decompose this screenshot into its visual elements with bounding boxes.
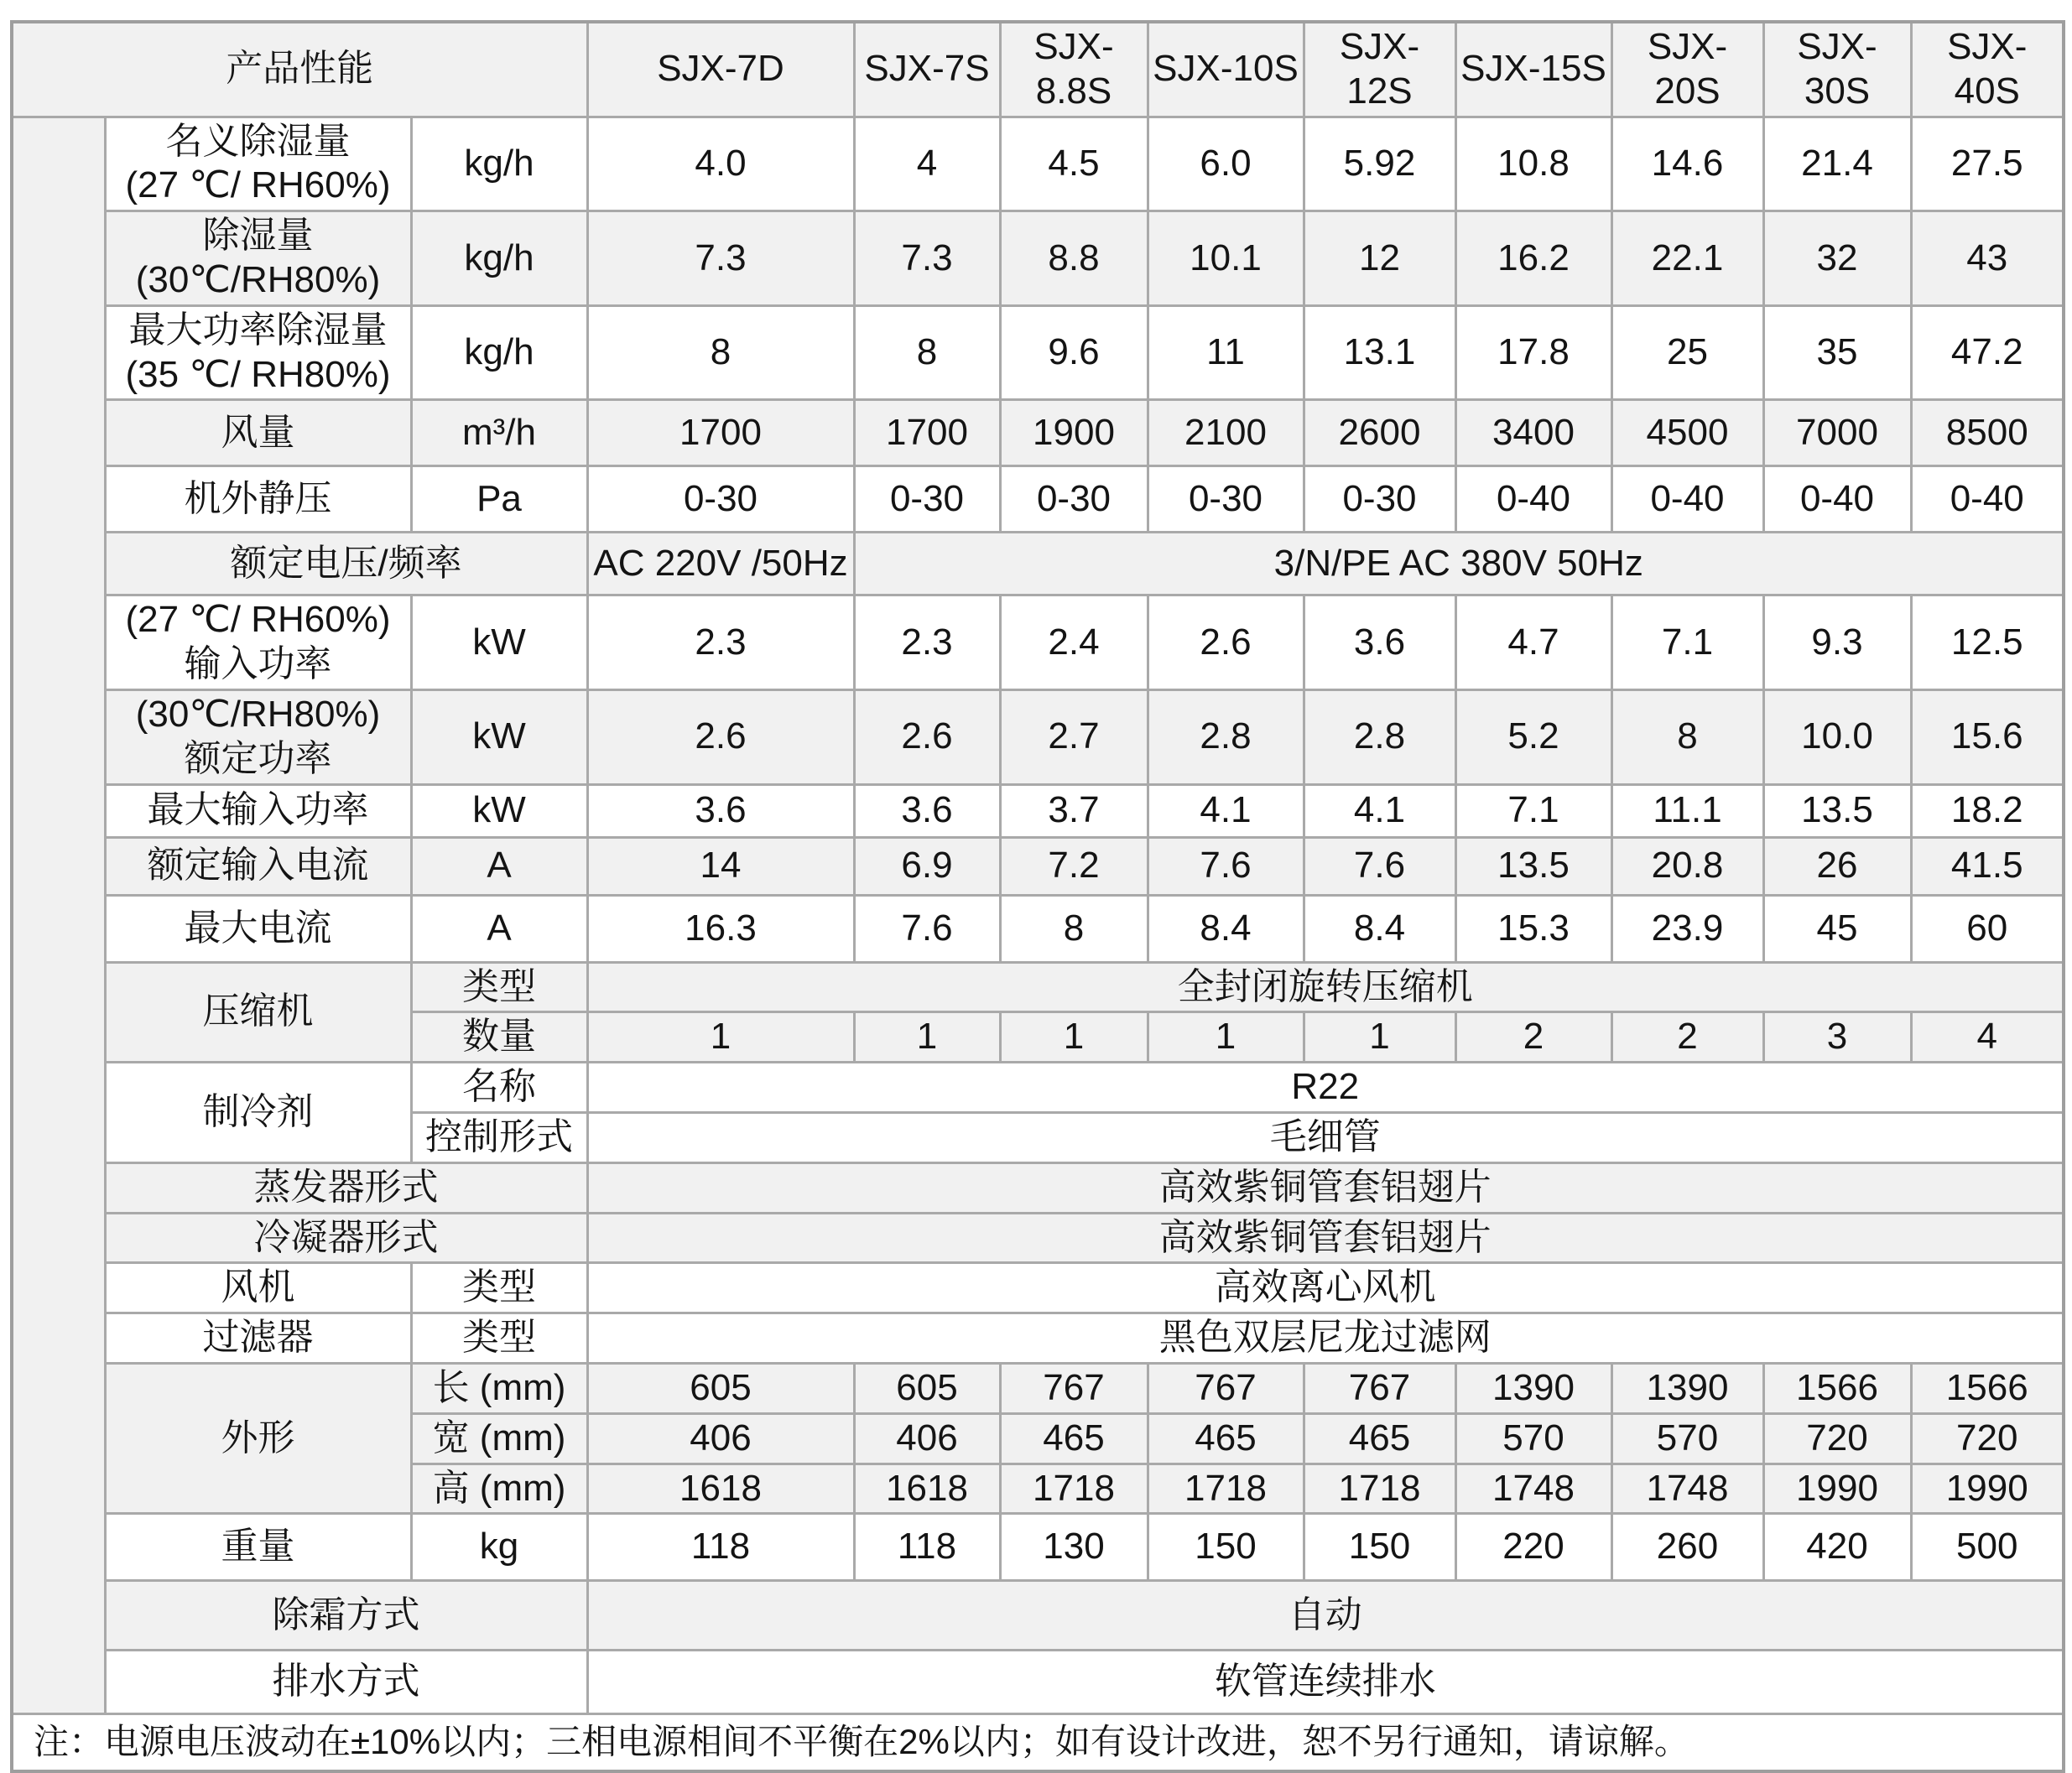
sublabel-dim-length: 长 (mm) xyxy=(411,1363,587,1413)
sublabel-refrigerant-control: 控制形式 xyxy=(411,1112,587,1162)
value-cell: 12.5 xyxy=(1911,595,2064,690)
value-cell: 720 xyxy=(1763,1413,1911,1464)
row-capacity-30c xyxy=(12,211,2064,306)
value-cell: 1 xyxy=(1000,1012,1148,1063)
value-cell: 2.6 xyxy=(854,689,1000,784)
value-cell: 1 xyxy=(1304,1012,1455,1063)
value-cell: 4.0 xyxy=(587,117,854,211)
value-cell: 570 xyxy=(1455,1413,1611,1464)
model-header: SJX-12S xyxy=(1304,22,1455,117)
label-line: (30℃/RH80%) xyxy=(135,258,381,300)
value-cell: 26 xyxy=(1763,837,1911,895)
unit-cell: kW xyxy=(411,784,587,837)
unit-cell: A xyxy=(411,895,587,962)
value-cell: 2.8 xyxy=(1304,689,1455,784)
value-cell: 7.3 xyxy=(587,211,854,306)
label-line: 额定功率 xyxy=(184,737,332,779)
sublabel-dim-height: 高 (mm) xyxy=(411,1464,587,1514)
value-cell: 2600 xyxy=(1304,400,1455,466)
value-cell: 21.4 xyxy=(1763,117,1911,211)
value-cell: 1 xyxy=(854,1012,1000,1063)
footnote: 注：电源电压波动在±10%以内；三相电源相间不平衡在2%以内；如有设计改进，恕不另行通知，请谅解。 xyxy=(12,1714,2064,1771)
label-refrigerant: 制冷剂 xyxy=(105,1063,411,1163)
value-condenser: 高效紫铜管套铝翅片 xyxy=(587,1213,2064,1263)
label-airflow: 风量 xyxy=(105,400,411,466)
value-fan-type: 高效离心风机 xyxy=(587,1263,2064,1313)
sublabel-compressor-qty: 数量 xyxy=(411,1012,587,1063)
value-cell: 13.5 xyxy=(1763,784,1911,837)
value-cell: 18.2 xyxy=(1911,784,2064,837)
label-capacity-30c xyxy=(105,211,411,306)
label-compressor: 压缩机 xyxy=(105,962,411,1063)
value-cell: 8 xyxy=(1000,895,1148,962)
label-line: 输入功率 xyxy=(184,643,332,685)
value-cell: 7.3 xyxy=(854,211,1000,306)
label-evaporator: 蒸发器形式 xyxy=(105,1162,587,1213)
value-cell: 47.2 xyxy=(1911,305,2064,400)
value-cell: 15.6 xyxy=(1911,689,2064,784)
value-cell: 150 xyxy=(1148,1514,1304,1581)
value-cell: 1566 xyxy=(1911,1363,2064,1413)
value-cell: 0-30 xyxy=(1000,466,1148,533)
value-cell: 14 xyxy=(587,837,854,895)
value-cell: 767 xyxy=(1148,1363,1304,1413)
value-cell: 4.5 xyxy=(1000,117,1148,211)
value-cell: 1718 xyxy=(1148,1464,1304,1514)
row-max-input-power xyxy=(12,784,2064,837)
value-cell: 220 xyxy=(1455,1514,1611,1581)
value-cell: 7000 xyxy=(1763,400,1911,466)
value-cell: 14.6 xyxy=(1611,117,1763,211)
value-cell: 767 xyxy=(1000,1363,1148,1413)
value-cell: 0-40 xyxy=(1455,466,1611,533)
value-cell: 7.2 xyxy=(1000,837,1148,895)
row-compressor-type xyxy=(12,962,2064,1012)
value-cell: 1990 xyxy=(1911,1464,2064,1514)
value-cell: 118 xyxy=(587,1514,854,1581)
unit-cell: kg/h xyxy=(411,117,587,211)
value-cell: 0-30 xyxy=(587,466,854,533)
value-cell: 5.92 xyxy=(1304,117,1455,211)
sublabel-compressor-type: 类型 xyxy=(411,962,587,1012)
value-cell: 1748 xyxy=(1611,1464,1763,1514)
model-header: SJX-7S xyxy=(854,22,1000,117)
left-gutter-cell xyxy=(12,117,105,1714)
value-cell: 13.1 xyxy=(1304,305,1455,400)
label-filter: 过滤器 xyxy=(105,1313,411,1364)
value-cell: 0-40 xyxy=(1763,466,1911,533)
label-line: 名义除湿量 xyxy=(165,120,351,162)
value-cell: 1618 xyxy=(854,1464,1000,1514)
value-cell: 767 xyxy=(1304,1363,1455,1413)
model-header: SJX-20S xyxy=(1611,22,1763,117)
value-cell: 8 xyxy=(587,305,854,400)
row-voltage xyxy=(12,533,2064,595)
value-cell: 0-40 xyxy=(1911,466,2064,533)
value-cell: 8500 xyxy=(1911,400,2064,466)
value-cell: 22.1 xyxy=(1611,211,1763,306)
label-max-input-power: 最大输入功率 xyxy=(105,784,411,837)
value-cell: 2.8 xyxy=(1148,689,1304,784)
row-max-current xyxy=(12,895,2064,962)
value-cell: 41.5 xyxy=(1911,837,2064,895)
value-cell: 7.6 xyxy=(1304,837,1455,895)
value-cell: 1700 xyxy=(587,400,854,466)
value-cell: 4.7 xyxy=(1455,595,1611,690)
value-cell: 2 xyxy=(1455,1012,1611,1063)
value-cell: 1700 xyxy=(854,400,1000,466)
value-refrigerant-control: 毛细管 xyxy=(587,1112,2064,1162)
row-rated-power xyxy=(12,689,2064,784)
label-line: 除湿量 xyxy=(202,215,314,257)
value-cell: 32 xyxy=(1763,211,1911,306)
value-cell: 8.8 xyxy=(1000,211,1148,306)
label-drain: 排水方式 xyxy=(105,1651,587,1714)
model-header: SJX-15S xyxy=(1455,22,1611,117)
value-cell: 16.2 xyxy=(1455,211,1611,306)
row-drain xyxy=(12,1651,2064,1714)
row-defrost xyxy=(12,1581,2064,1651)
value-cell: 720 xyxy=(1911,1413,2064,1464)
value-cell: 2.6 xyxy=(1148,595,1304,690)
value-voltage-single-phase: AC 220V /50Hz xyxy=(587,533,854,595)
sublabel-filter-type: 类型 xyxy=(411,1313,587,1364)
value-cell: 7.6 xyxy=(854,895,1000,962)
value-cell: 2 xyxy=(1611,1012,1763,1063)
unit-cell: A xyxy=(411,837,587,895)
value-cell: 1900 xyxy=(1000,400,1148,466)
value-cell: 17.8 xyxy=(1455,305,1611,400)
row-nominal-capacity xyxy=(12,117,2064,211)
value-cell: 406 xyxy=(587,1413,854,1464)
value-cell: 1 xyxy=(587,1012,854,1063)
value-cell: 25 xyxy=(1611,305,1763,400)
value-cell: 7.1 xyxy=(1455,784,1611,837)
label-voltage: 额定电压/频率 xyxy=(105,533,587,595)
label-fan: 风机 xyxy=(105,1263,411,1313)
row-note xyxy=(12,1714,2064,1771)
label-max-capacity xyxy=(105,305,411,400)
model-header: SJX-40S xyxy=(1911,22,2064,117)
label-condenser: 冷凝器形式 xyxy=(105,1213,587,1263)
value-cell: 1618 xyxy=(587,1464,854,1514)
value-cell: 4.1 xyxy=(1304,784,1455,837)
value-cell: 10.0 xyxy=(1763,689,1911,784)
label-line: (30℃/RH80%) xyxy=(135,693,381,735)
value-cell: 15.3 xyxy=(1455,895,1611,962)
value-cell: 10.1 xyxy=(1148,211,1304,306)
model-header: SJX-30S xyxy=(1763,22,1911,117)
value-cell: 605 xyxy=(587,1363,854,1413)
value-cell: 35 xyxy=(1763,305,1911,400)
label-weight: 重量 xyxy=(105,1514,411,1581)
value-cell: 45 xyxy=(1763,895,1911,962)
value-defrost: 自动 xyxy=(587,1581,2064,1651)
row-airflow xyxy=(12,400,2064,466)
row-fan xyxy=(12,1263,2064,1313)
value-refrigerant-name: R22 xyxy=(587,1063,2064,1113)
value-cell: 0-40 xyxy=(1611,466,1763,533)
label-line: 最大功率除湿量 xyxy=(128,309,388,351)
label-line: (27 ℃/ RH60%) xyxy=(125,164,391,206)
sublabel-fan-type: 类型 xyxy=(411,1263,587,1313)
label-line: (27 ℃/ RH60%) xyxy=(125,599,391,641)
row-refrigerant-name xyxy=(12,1063,2064,1113)
sublabel-dim-width: 宽 (mm) xyxy=(411,1413,587,1464)
value-cell: 4500 xyxy=(1611,400,1763,466)
value-filter-type: 黑色双层尼龙过滤网 xyxy=(587,1313,2064,1364)
value-cell: 23.9 xyxy=(1611,895,1763,962)
value-cell: 6.0 xyxy=(1148,117,1304,211)
value-cell: 11 xyxy=(1148,305,1304,400)
header-row xyxy=(12,22,2064,117)
value-cell: 10.8 xyxy=(1455,117,1611,211)
model-header: SJX-7D xyxy=(587,22,854,117)
value-cell: 4 xyxy=(1911,1012,2064,1063)
row-evaporator xyxy=(12,1162,2064,1213)
value-cell: 130 xyxy=(1000,1514,1148,1581)
row-rated-current xyxy=(12,837,2064,895)
value-cell: 0-30 xyxy=(1148,466,1304,533)
label-nominal-capacity xyxy=(105,117,411,211)
value-cell: 3.7 xyxy=(1000,784,1148,837)
value-cell: 465 xyxy=(1304,1413,1455,1464)
value-cell: 2100 xyxy=(1148,400,1304,466)
row-filter xyxy=(12,1313,2064,1364)
row-weight xyxy=(12,1514,2064,1581)
value-cell: 420 xyxy=(1763,1514,1911,1581)
value-cell: 2.3 xyxy=(854,595,1000,690)
value-cell: 16.3 xyxy=(587,895,854,962)
value-cell: 8.4 xyxy=(1148,895,1304,962)
row-static-pressure xyxy=(12,466,2064,533)
value-cell: 7.1 xyxy=(1611,595,1763,690)
value-cell: 150 xyxy=(1304,1514,1455,1581)
value-cell: 0-30 xyxy=(1304,466,1455,533)
model-header: SJX-10S xyxy=(1148,22,1304,117)
value-cell: 3 xyxy=(1763,1012,1911,1063)
value-cell: 2.4 xyxy=(1000,595,1148,690)
label-rated-current: 额定输入电流 xyxy=(105,837,411,895)
label-defrost: 除霜方式 xyxy=(105,1581,587,1651)
value-cell: 8.4 xyxy=(1304,895,1455,962)
value-compressor-type: 全封闭旋转压缩机 xyxy=(587,962,2064,1012)
product-spec-table xyxy=(10,20,2065,1773)
value-cell: 1566 xyxy=(1763,1363,1911,1413)
header-title: 产品性能 xyxy=(12,22,587,117)
row-dim-length xyxy=(12,1363,2064,1413)
value-evaporator: 高效紫铜管套铝翅片 xyxy=(587,1162,2064,1213)
value-cell: 3400 xyxy=(1455,400,1611,466)
value-cell: 465 xyxy=(1148,1413,1304,1464)
unit-cell: m³/h xyxy=(411,400,587,466)
value-cell: 2.3 xyxy=(587,595,854,690)
value-cell: 8 xyxy=(1611,689,1763,784)
unit-cell: kW xyxy=(411,689,587,784)
value-cell: 1990 xyxy=(1763,1464,1911,1514)
value-voltage-three-phase: 3/N/PE AC 380V 50Hz xyxy=(854,533,2064,595)
label-input-power xyxy=(105,595,411,690)
value-cell: 1748 xyxy=(1455,1464,1611,1514)
unit-cell: Pa xyxy=(411,466,587,533)
value-cell: 0-30 xyxy=(854,466,1000,533)
row-max-capacity xyxy=(12,305,2064,400)
value-cell: 1 xyxy=(1148,1012,1304,1063)
value-cell: 500 xyxy=(1911,1514,2064,1581)
value-cell: 4 xyxy=(854,117,1000,211)
value-cell: 60 xyxy=(1911,895,2064,962)
value-cell: 9.3 xyxy=(1763,595,1911,690)
value-cell: 3.6 xyxy=(587,784,854,837)
sublabel-refrigerant-name: 名称 xyxy=(411,1063,587,1113)
row-input-power xyxy=(12,595,2064,690)
value-cell: 1390 xyxy=(1455,1363,1611,1413)
value-cell: 465 xyxy=(1000,1413,1148,1464)
value-cell: 20.8 xyxy=(1611,837,1763,895)
unit-cell: kW xyxy=(411,595,587,690)
value-cell: 260 xyxy=(1611,1514,1763,1581)
value-cell: 9.6 xyxy=(1000,305,1148,400)
value-cell: 118 xyxy=(854,1514,1000,1581)
value-cell: 43 xyxy=(1911,211,2064,306)
label-line: (35 ℃/ RH80%) xyxy=(125,353,391,395)
value-cell: 605 xyxy=(854,1363,1000,1413)
value-cell: 11.1 xyxy=(1611,784,1763,837)
value-cell: 2.7 xyxy=(1000,689,1148,784)
value-cell: 3.6 xyxy=(854,784,1000,837)
row-condenser xyxy=(12,1213,2064,1263)
value-cell: 13.5 xyxy=(1455,837,1611,895)
value-drain: 软管连续排水 xyxy=(587,1651,2064,1714)
unit-cell: kg xyxy=(411,1514,587,1581)
value-cell: 1390 xyxy=(1611,1363,1763,1413)
unit-cell: kg/h xyxy=(411,211,587,306)
value-cell: 1718 xyxy=(1304,1464,1455,1514)
value-cell: 570 xyxy=(1611,1413,1763,1464)
label-static-pressure: 机外静压 xyxy=(105,466,411,533)
unit-cell: kg/h xyxy=(411,305,587,400)
label-rated-power xyxy=(105,689,411,784)
value-cell: 5.2 xyxy=(1455,689,1611,784)
label-max-current: 最大电流 xyxy=(105,895,411,962)
value-cell: 12 xyxy=(1304,211,1455,306)
value-cell: 8 xyxy=(854,305,1000,400)
value-cell: 406 xyxy=(854,1413,1000,1464)
value-cell: 6.9 xyxy=(854,837,1000,895)
value-cell: 27.5 xyxy=(1911,117,2064,211)
label-dimensions: 外形 xyxy=(105,1363,411,1513)
value-cell: 4.1 xyxy=(1148,784,1304,837)
value-cell: 1718 xyxy=(1000,1464,1148,1514)
value-cell: 3.6 xyxy=(1304,595,1455,690)
value-cell: 2.6 xyxy=(587,689,854,784)
model-header: SJX-8.8S xyxy=(1000,22,1148,117)
value-cell: 7.6 xyxy=(1148,837,1304,895)
